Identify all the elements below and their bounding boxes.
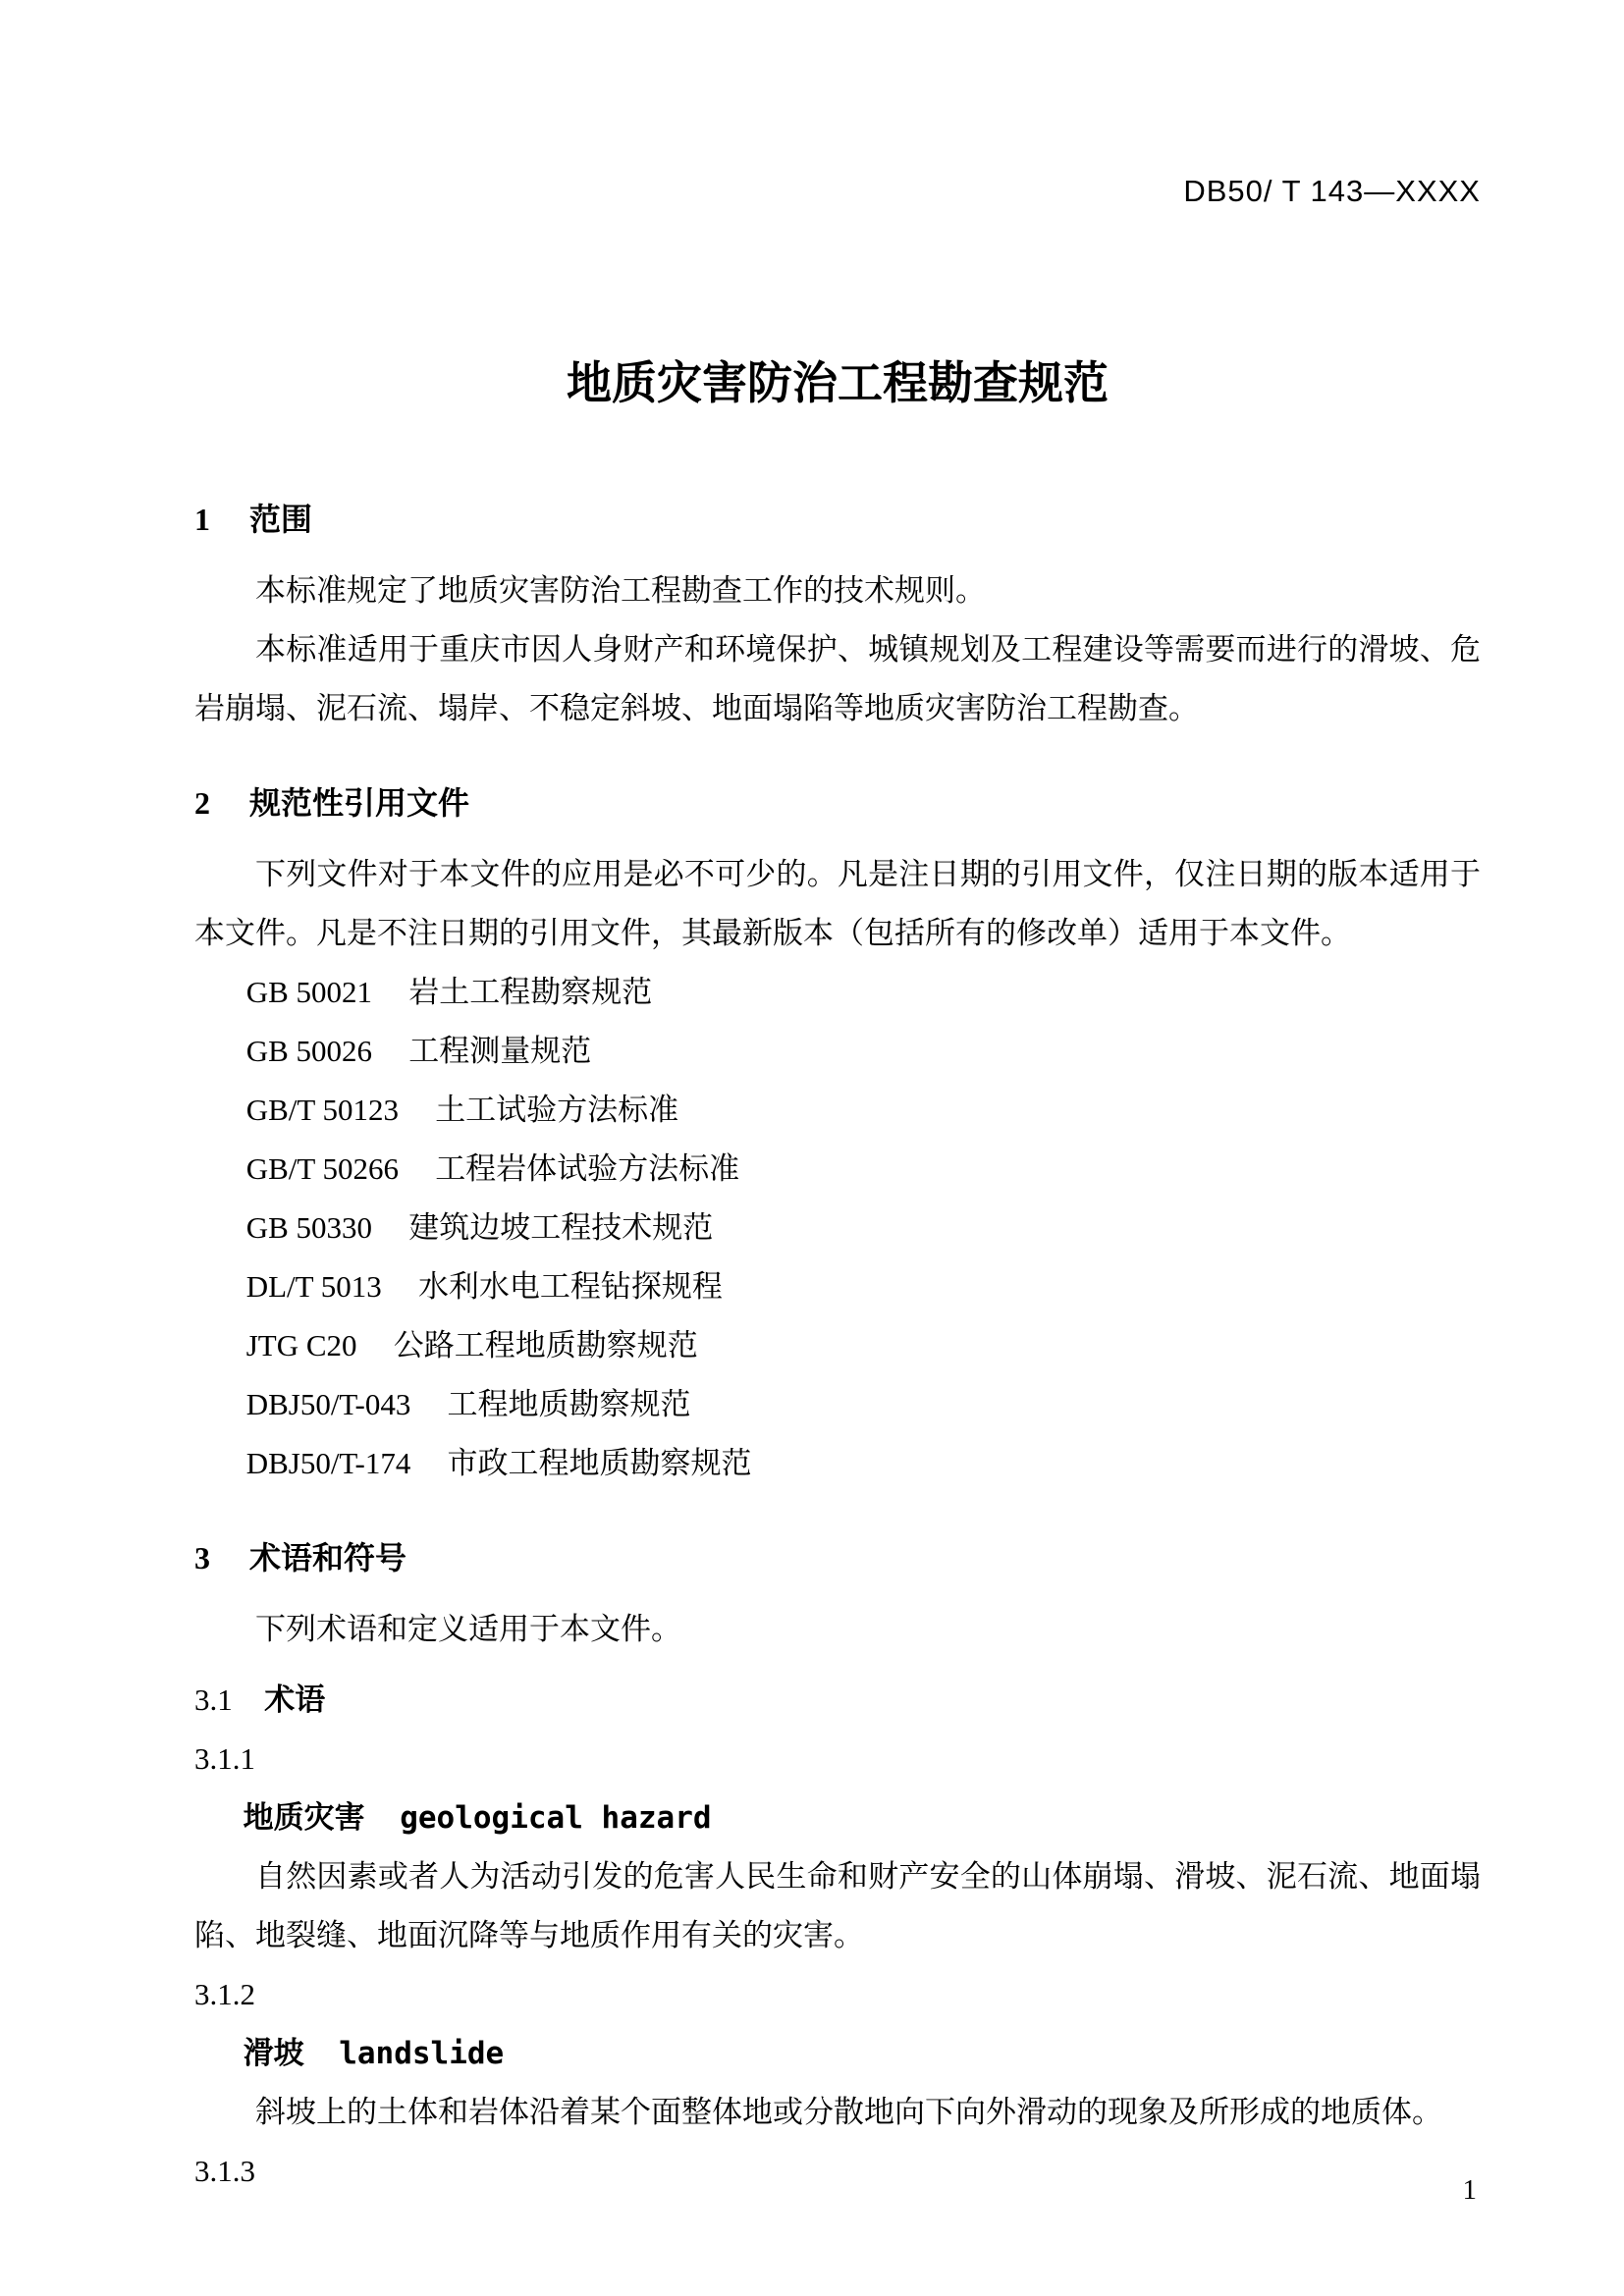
term-heading [194, 1789, 1481, 1847]
reference-title: 市政工程地质勘察规范 [447, 1446, 752, 1480]
section-label: 术语和符号 [249, 1540, 407, 1575]
reference-title: 公路工程地质勘察规范 [393, 1328, 698, 1362]
doc-code: DB50/ T 143—XXXX [1183, 174, 1481, 208]
reference-code: DBJ50/T-043 [245, 1387, 411, 1421]
section-number: 2 [194, 785, 210, 821]
reference-item [194, 1316, 1481, 1375]
reference-title: 工程测量规范 [408, 1034, 592, 1068]
document-title: 地质灾害防治工程勘查规范 [567, 357, 1109, 408]
section-scope [194, 499, 1481, 738]
reference-code: GB 50330 [245, 1210, 373, 1245]
reference-item [194, 1434, 1481, 1493]
term-definition: 自然因素或者人为活动引发的危害人民生命和财产安全的山体崩塌、滑坡、泥石流、地面塌陷、地裂缝、地面沉降等与地质作用有关的灾害。 [194, 1859, 1481, 1952]
reference-code: GB 50021 [245, 975, 373, 1009]
section-label: 规范性引用文件 [249, 785, 470, 821]
subsection-number: 3.1 [194, 1682, 233, 1717]
reference-item [194, 1199, 1481, 1257]
reference-code: JTG C20 [245, 1328, 357, 1362]
term-name-zh: 滑坡 [243, 2036, 304, 2070]
subsection-label: 术语 [264, 1682, 326, 1717]
scope-paragraph-1: 本标准规定了地质灾害防治工程勘查工作的技术规则。 [255, 573, 986, 608]
reference-item [194, 1140, 1481, 1199]
term-name-zh: 地质灾害 [243, 1800, 365, 1835]
page-number: 1 [1462, 2174, 1477, 2206]
reference-item [194, 1022, 1481, 1081]
section-references-heading [194, 782, 1481, 824]
section-scope-heading [194, 499, 1481, 540]
section-terms-and-symbols [194, 1537, 1481, 2201]
terms-intro: 下列术语和定义适用于本文件。 [255, 1612, 681, 1646]
section-label: 范围 [249, 502, 313, 537]
reference-item [194, 963, 1481, 1022]
section-number: 3 [194, 1540, 210, 1575]
section-normative-references [194, 782, 1481, 1493]
reference-title: 建筑边坡工程技术规范 [408, 1210, 714, 1245]
term-name-en: geological hazard [400, 1800, 712, 1836]
term-number: 3.1.2 [194, 1977, 255, 2011]
reference-code: GB/T 50123 [245, 1093, 399, 1127]
term-number: 3.1.1 [194, 1741, 255, 1776]
term-block-geological-hazard [194, 1730, 1481, 1965]
term-block-landslide [194, 1965, 1481, 2142]
scope-paragraph-2: 本标准适用于重庆市因人身财产和环境保护、城镇规划及工程建设等需要而进行的滑坡、危岩崩塌、泥石流、塌岸、不稳定斜坡、地面塌陷等地质灾害防治工程勘查。 [194, 632, 1481, 725]
reference-title: 岩土工程勘察规范 [408, 975, 653, 1009]
reference-code: GB 50026 [245, 1034, 373, 1068]
reference-code: DBJ50/T-174 [245, 1446, 411, 1480]
references-list [194, 963, 1481, 1493]
reference-item [194, 1257, 1481, 1316]
reference-code: DL/T 5013 [245, 1269, 382, 1304]
term-definition: 斜坡上的土体和岩体沿着某个面整体地或分散地向下向外滑动的现象及所形成的地质体。 [255, 2095, 1442, 2129]
reference-item [194, 1081, 1481, 1140]
reference-title: 水利水电工程钻探规程 [417, 1269, 723, 1304]
reference-item [194, 1375, 1481, 1434]
term-number-trailing: 3.1.3 [194, 2154, 255, 2188]
term-name-en: landslide [339, 2036, 505, 2071]
section-terms-heading [194, 1537, 1481, 1578]
references-intro: 下列文件对于本文件的应用是必不可少的。凡是注日期的引用文件，仅注日期的版本适用于本文件。凡是不注日期的引用文件，其最新版本（包括所有的修改单）适用于本文件。 [194, 857, 1481, 950]
reference-title: 工程岩体试验方法标准 [435, 1151, 740, 1186]
section-number: 1 [194, 502, 210, 537]
reference-code: GB/T 50266 [245, 1151, 399, 1186]
term-heading [194, 2024, 1481, 2083]
reference-title: 工程地质勘察规范 [447, 1387, 691, 1421]
reference-title: 土工试验方法标准 [435, 1093, 679, 1127]
document-header [194, 175, 1481, 208]
subsection-terms-heading [194, 1671, 1481, 1730]
